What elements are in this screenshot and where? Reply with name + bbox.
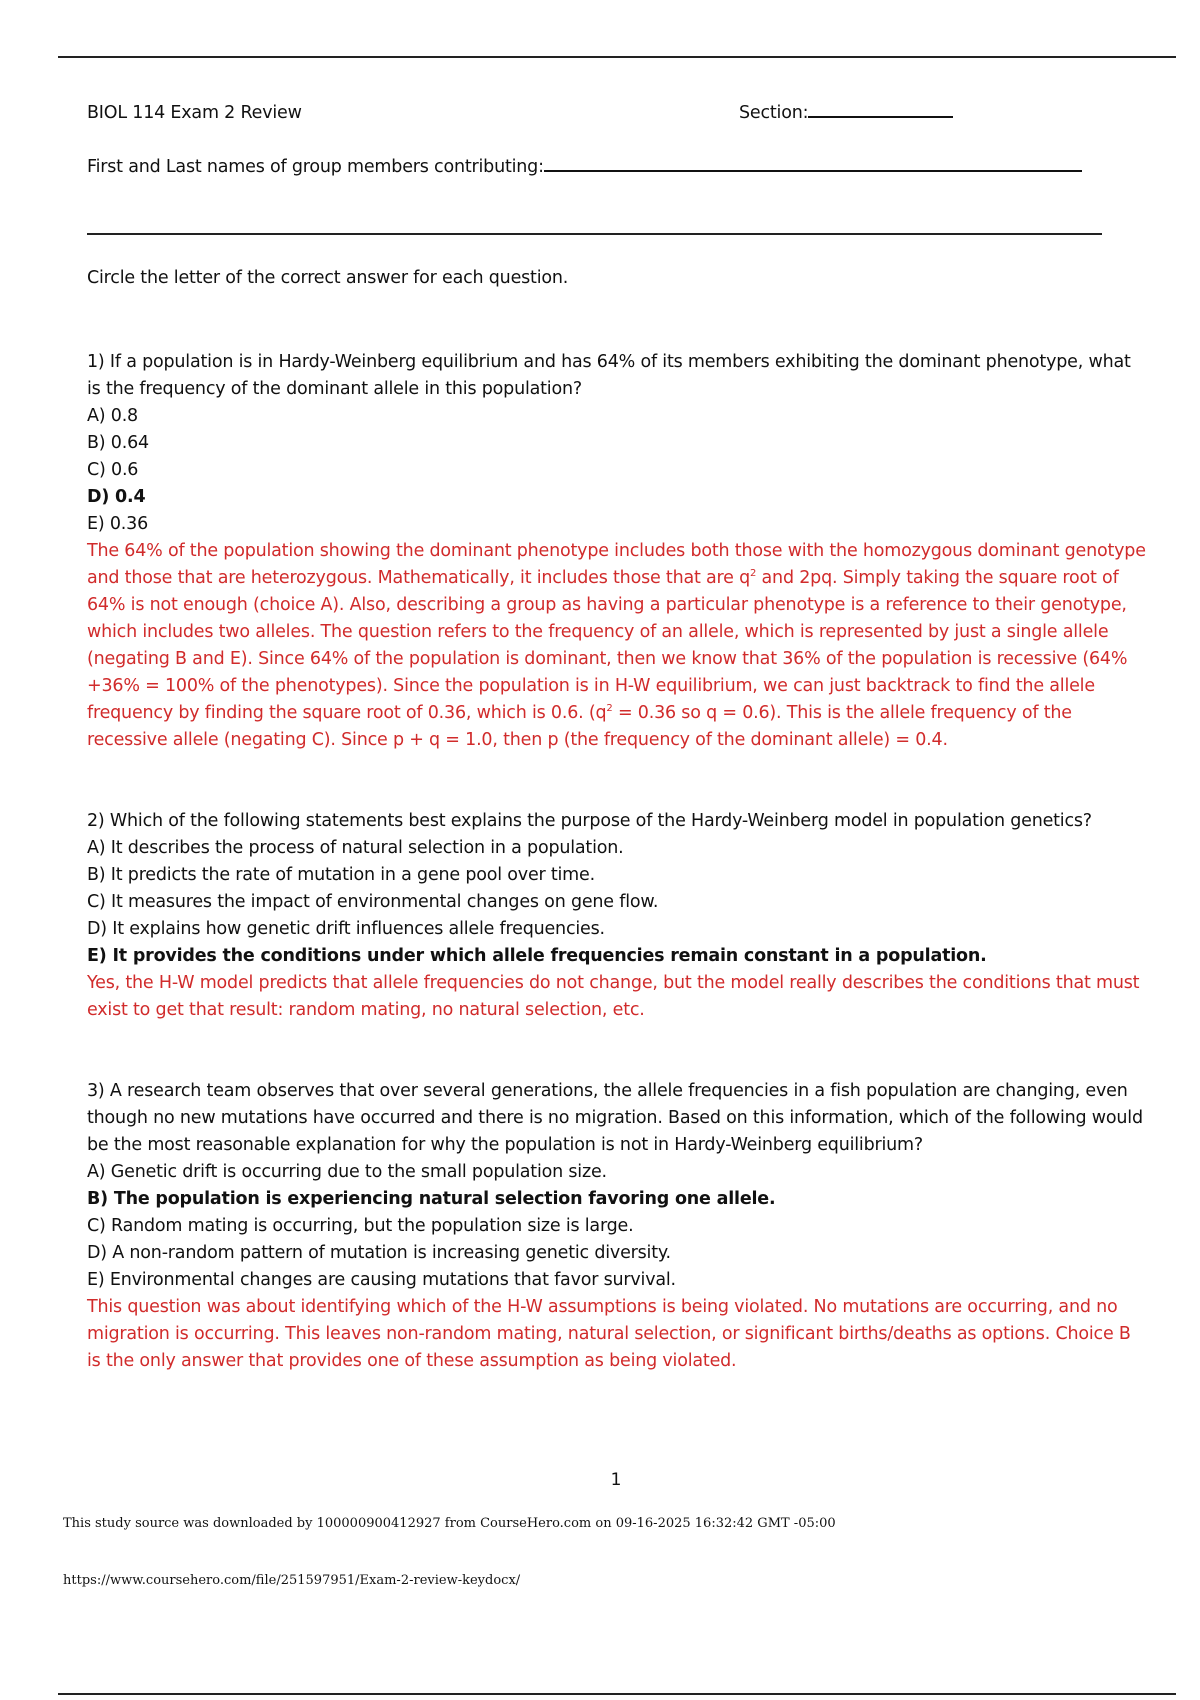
source-url[interactable]: https://www.coursehero.com/file/251597951/Exam-2-review-keydocx/ <box>63 1573 521 1588</box>
superscript: 2 <box>750 568 757 580</box>
answer-option-e[interactable]: E) Environmental changes are causing mutations that favor survival. <box>87 1270 676 1290</box>
section-field <box>739 100 953 127</box>
answer-explanation <box>87 538 1147 754</box>
section-blank[interactable] <box>808 100 953 118</box>
names-blank[interactable] <box>544 154 1082 172</box>
answer-option-e[interactable]: E) It provides the conditions under which allele frequencies remain constant in a population. <box>87 946 987 966</box>
answer-option-b[interactable]: B) 0.64 <box>87 433 149 453</box>
header-row <box>87 100 1147 127</box>
answer-option-e[interactable]: E) 0.36 <box>87 514 149 534</box>
superscript: 2 <box>606 703 613 715</box>
answer-option-d[interactable]: D) It explains how genetic drift influences allele frequencies. <box>87 919 605 939</box>
document-title: BIOL 114 Exam 2 Review <box>87 103 302 123</box>
answer-explanation: This question was about identifying which of the H-W assumptions is being violated. No mutations are occurring, and no migration is occurring. This leaves non-random mating, natural selection, or significant births/deaths as options. Choice B is the only answer that provides one of these assumption as being violated. <box>87 1297 1131 1371</box>
answer-option-c[interactable]: C) Random mating is occurring, but the population size is large. <box>87 1216 634 1236</box>
answer-option-b[interactable]: B) The population is experiencing natural selection favoring one allele. <box>87 1189 776 1209</box>
document-body <box>87 100 1147 1375</box>
question-3 <box>87 1078 1147 1375</box>
question-stem: 3) A research team observes that over several generations, the allele frequencies in a fish population are changing, even though no new mutations have occurred and there is no migration. Based on this information, which of the following would be the most reasonable explanation for why the population is not in Hardy-Weinberg equilibrium? <box>87 1081 1143 1155</box>
explanation-text: The 64% of the population showing the dominant phenotype includes both those with the homozygous dominant genotype and those that are heterozygous. Mathematically, it includes those that are q <box>87 541 1146 588</box>
question-2 <box>87 808 1147 1024</box>
bottom-rule <box>58 1693 1176 1695</box>
answer-option-c[interactable]: C) It measures the impact of environmental changes on gene flow. <box>87 892 659 912</box>
instructions: Circle the letter of the correct answer for each question. <box>87 268 569 288</box>
question-stem: 1) If a population is in Hardy-Weinberg equilibrium and has 64% of its members exhibiting the dominant phenotype, what is the frequency of the dominant allele in this population? <box>87 352 1131 399</box>
source-note: This study source was downloaded by 100000900412927 from CourseHero.com on 09-16-2025 16:32:42 GMT -05:00 <box>63 1516 836 1531</box>
answer-option-c[interactable]: C) 0.6 <box>87 460 139 480</box>
answer-option-d[interactable]: D) A non-random pattern of mutation is increasing genetic diversity. <box>87 1243 671 1263</box>
names-blank-line-2[interactable] <box>87 233 1102 235</box>
explanation-text: and 2pq. Simply taking the square root of 64% is not enough (choice A). Also, describing a group as having a particular phenotype is a reference to their genotype, which includes two alleles. The question refers to the frequency of an allele, which is represented by just a single allele (negating B and E). Since 64% of the population is dominant, then we know that 36% of the population is recessive (64% +36% = 100% of the phenotypes). Since the population is in H-W equilibrium, we can just backtrack to find the allele frequency by finding the square root of 0.36, which is 0.6. (q <box>87 568 1128 723</box>
answer-option-b[interactable]: B) It predicts the rate of mutation in a gene pool over time. <box>87 865 595 885</box>
names-row <box>87 154 1147 181</box>
question-1 <box>87 349 1147 754</box>
answer-option-a[interactable]: A) 0.8 <box>87 406 138 426</box>
page-number: 1 <box>610 1470 622 1490</box>
answer-option-d[interactable]: D) 0.4 <box>87 487 146 507</box>
answer-option-a[interactable]: A) Genetic drift is occurring due to the small population size. <box>87 1162 607 1182</box>
section-label: Section: <box>739 103 809 123</box>
answer-option-a[interactable]: A) It describes the process of natural selection in a population. <box>87 838 624 858</box>
names-label: First and Last names of group members contributing: <box>87 157 544 177</box>
top-rule <box>58 56 1176 58</box>
explanation-text: = 0.36 so q = 0.6). This is the allele frequency of the recessive allele (negating C). Since p + q = 1.0, then p (the frequency of the dominant allele) = 0.4. <box>87 703 1072 750</box>
answer-explanation: Yes, the H-W model predicts that allele frequencies do not change, but the model really describes the conditions that must exist to get that result: random mating, no natural selection, etc. <box>87 973 1140 1020</box>
question-stem: 2) Which of the following statements best explains the purpose of the Hardy-Weinberg model in population genetics? <box>87 811 1092 831</box>
